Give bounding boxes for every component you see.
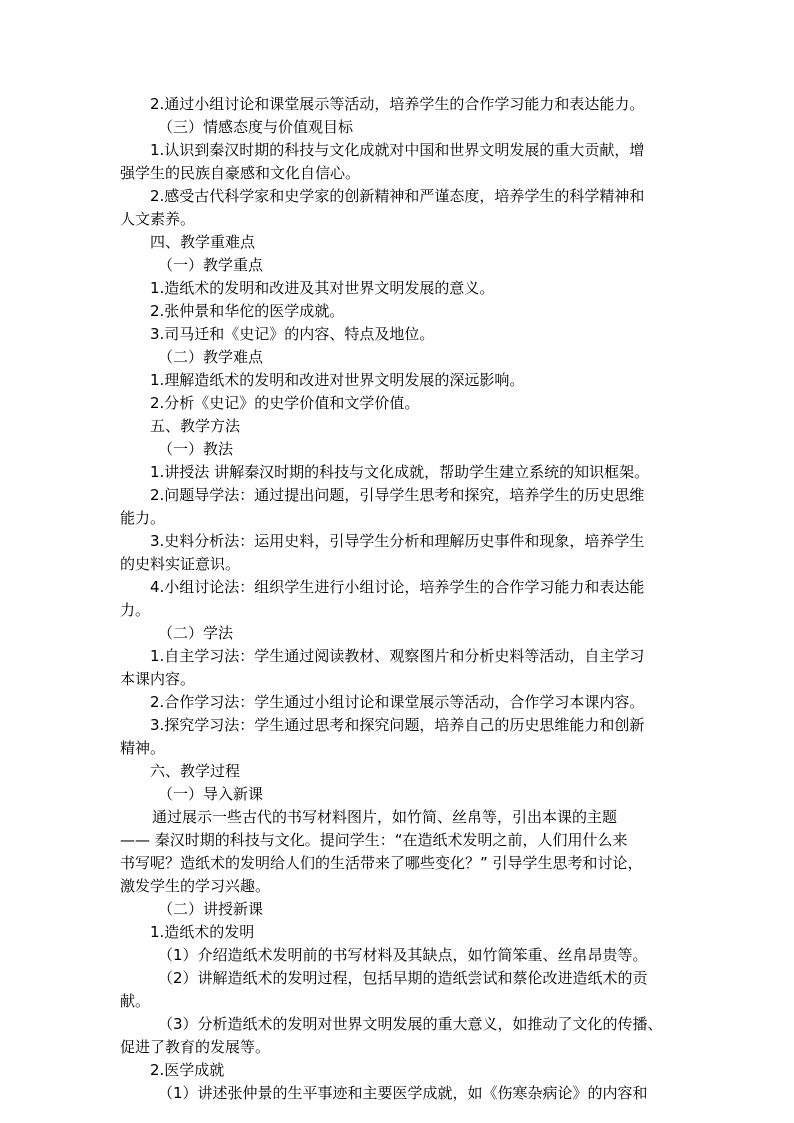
text-line: 献。 (120, 992, 151, 1010)
text-line: 2.通过小组讨论和课堂展示等活动，培养学生的合作学习能力和表达能力。 (150, 95, 645, 113)
text-line: 2.问题导学法：通过提出问题，引导学生思考和探究，培养学生的历史思维 (150, 486, 645, 504)
text-line: （3）分析造纸术的发明对世界文明发展的重大意义，如推动了文化的传播、 (158, 1015, 663, 1033)
text-line: 2.分析《史记》的史学价值和文学价值。 (150, 394, 420, 412)
text-line: 1.自主学习法：学生通过阅读教材、观察图片和分析史料等活动，自主学习 (150, 647, 645, 665)
text-line: （2）讲解造纸术的发明过程，包括早期的造纸尝试和蔡伦改进造纸术的贡 (158, 969, 648, 987)
text-line: 1.认识到秦汉时期的科技与文化成就对中国和世界文明发展的重大贡献，增 (150, 141, 645, 159)
text-line: 强学生的民族自豪感和文化自信心。 (120, 164, 361, 182)
text-line: 2.医学成就 (150, 1061, 225, 1079)
text-line: 的史料实证意识。 (120, 555, 241, 573)
text-line: 人文素养。 (120, 210, 196, 228)
section-heading: （一）教法 (158, 440, 234, 458)
text-line: 1.造纸术的发明和改进及其对世界文明发展的意义。 (150, 279, 495, 297)
text-line: 3.司马迁和《史记》的内容、特点及地位。 (150, 325, 435, 343)
section-heading: 四、教学重难点 (150, 233, 256, 251)
text-line: 激发学生的学习兴趣。 (120, 877, 271, 895)
text-line: 精神。 (120, 739, 166, 757)
text-line: 3.史料分析法：运用史料，引导学生分析和理解历史事件和现象，培养学生 (150, 532, 645, 550)
section-heading: （三）情感态度与价值观目标 (158, 118, 354, 136)
text-line: 3.探究学习法：学生通过思考和探究问题，培养自己的历史思维能力和创新 (150, 716, 645, 734)
text-line: —— 秦汉时期的科技与文化。提问学生：“在造纸术发明之前，人们用什么来 (120, 831, 628, 849)
text-line: 通过展示一些古代的书写材料图片，如竹简、丝帛等，引出本课的主题 (152, 808, 618, 826)
text-line: 4.小组讨论法：组织学生进行小组讨论，培养学生的合作学习能力和表达能 (150, 578, 645, 596)
text-line: 本课内容。 (120, 670, 196, 688)
text-line: 2.感受古代科学家和史学家的创新精神和严谨态度，培养学生的科学精神和 (150, 187, 645, 205)
section-heading: （一）导入新课 (158, 785, 264, 803)
text-line: 力。 (120, 601, 151, 619)
section-heading: （二）学法 (158, 624, 234, 642)
section-heading: 五、教学方法 (150, 417, 241, 435)
section-heading: （一）教学重点 (158, 256, 264, 274)
text-line: （1）讲述张仲景的生平事迹和主要医学成就，如《伤寒杂病论》的内容和 (158, 1084, 648, 1102)
text-line: 1.理解造纸术的发明和改进对世界文明发展的深远影响。 (150, 371, 525, 389)
text-line: 能力。 (120, 509, 166, 527)
text-line: （1）介绍造纸术发明前的书写材料及其缺点，如竹简笨重、丝帛昂贵等。 (158, 946, 648, 964)
section-heading: （二）教学难点 (158, 348, 264, 366)
section-heading: （二）讲授新课 (158, 900, 264, 918)
text-line: 1.造纸术的发明 (150, 923, 255, 941)
text-line: 1.讲授法 讲解秦汉时期的科技与文化成就，帮助学生建立系统的知识框架。 (150, 463, 650, 481)
text-line: 2.张仲景和华佗的医学成就。 (150, 302, 345, 320)
text-line: 书写呢？造纸术的发明给人们的生活带来了哪些变化？” 引导学生思考和讨论， (120, 854, 643, 872)
section-heading: 六、教学过程 (150, 762, 241, 780)
text-line: 2.合作学习法：学生通过小组讨论和课堂展示等活动，合作学习本课内容。 (150, 693, 645, 711)
text-line: 促进了教育的发展等。 (120, 1038, 271, 1056)
